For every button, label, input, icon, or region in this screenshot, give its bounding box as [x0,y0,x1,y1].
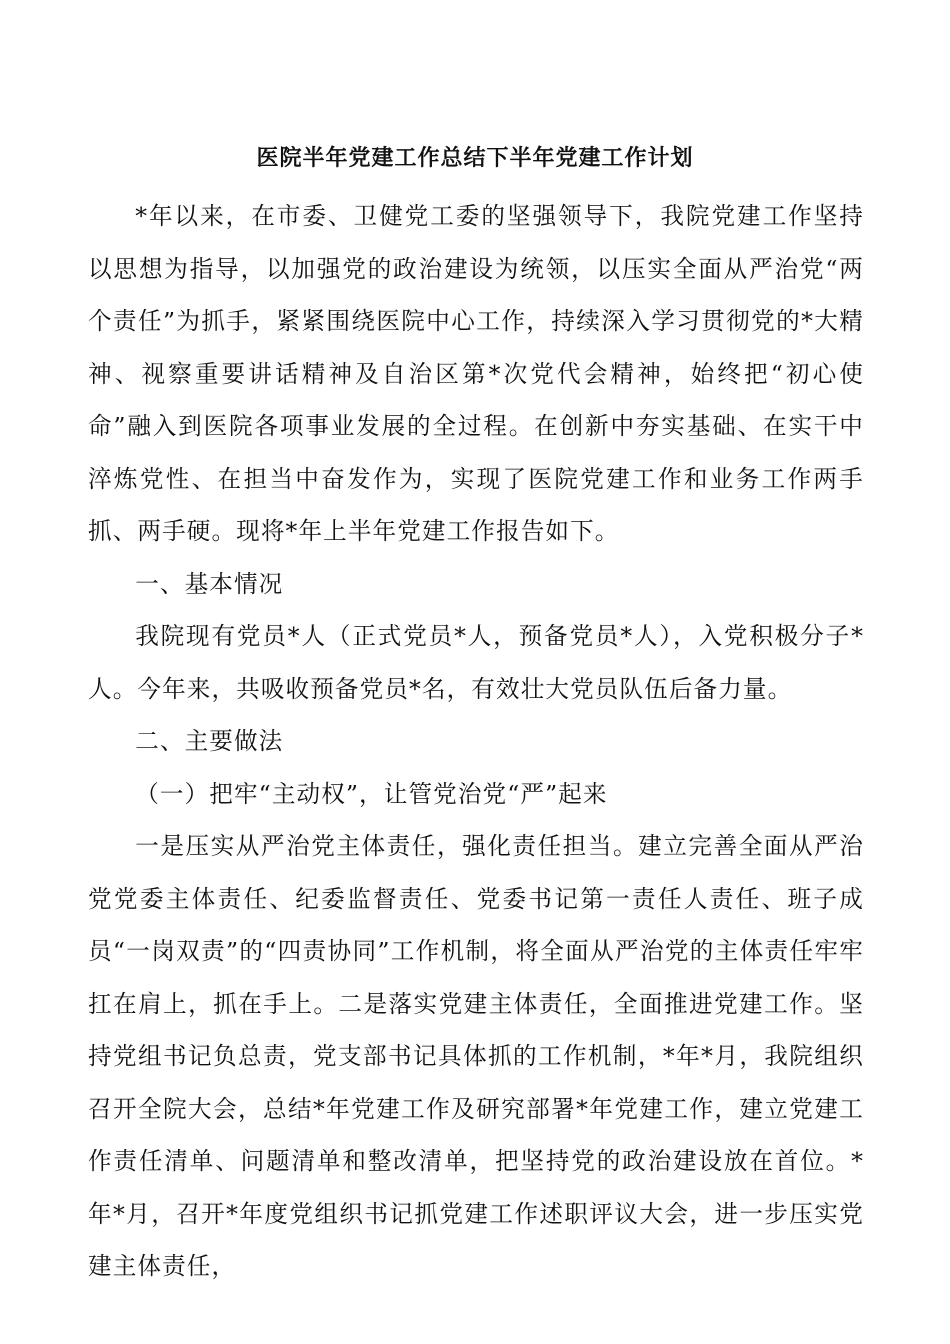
section-heading-main-practices: 二、主要做法 [135,727,284,755]
section-heading-basic-situation: 一、基本情况 [135,569,284,598]
responsibility-paragraph: 一是压实从严治党主体责任，强化责任担当。建立完善全面从严治党党委主体责任、纪委监督责任、党委书记第一责任人责任、班子成员“一岗双责”的“四责协同”工作机制，将全面从严治党的主体责任牢牢扛在肩上，抓在手上。二是落实党建主体责任，全面推进党建工作。坚持党组书记负总责，党支部书记具体抓的工作机制，*年*月，我院组织召开全院大会，总结*年党建工作及研究部署*年党建工作，建立党建工作责任清单、问题清单和整改清单，把坚持党的政治建设放在首位。*年*月，召开*年度党组织书记抓党建工作述职评议大会，进一步压实党建主体责任， [88,832,864,1280]
document-title: 医院半年党建工作总结下半年党建工作计划 [256,145,694,171]
document-body [88,190,864,1293]
subsection-heading-1: （一）把牢“主动权”，让管党治党“严”起来 [135,779,608,808]
intro-paragraph: *年以来，在市委、卫健党工委的坚强领导下，我院党建工作坚持以思想为指导，以加强党的政治建设为统领，以压实全面从严治党“两个责任”为抓手，紧紧围绕医院中心工作，持续深入学习贯彻党的*大精神、视察重要讲话精神及自治区第*次党代会精神，始终把“初心使命”融入到医院各项事业发展的全过程。在创新中夯实基础、在实干中淬炼党性、在担当中奋发作为，实现了医院党建工作和业务工作两手抓、两手硬。现将*年上半年党建工作报告如下。 [88,202,864,545]
basic-situation-paragraph: 我院现有党员*人（正式党员*人，预备党员*人），入党积极分子*人。今年来，共吸收预备党员*名，有效壮大党员队伍后备力量。 [88,622,864,703]
